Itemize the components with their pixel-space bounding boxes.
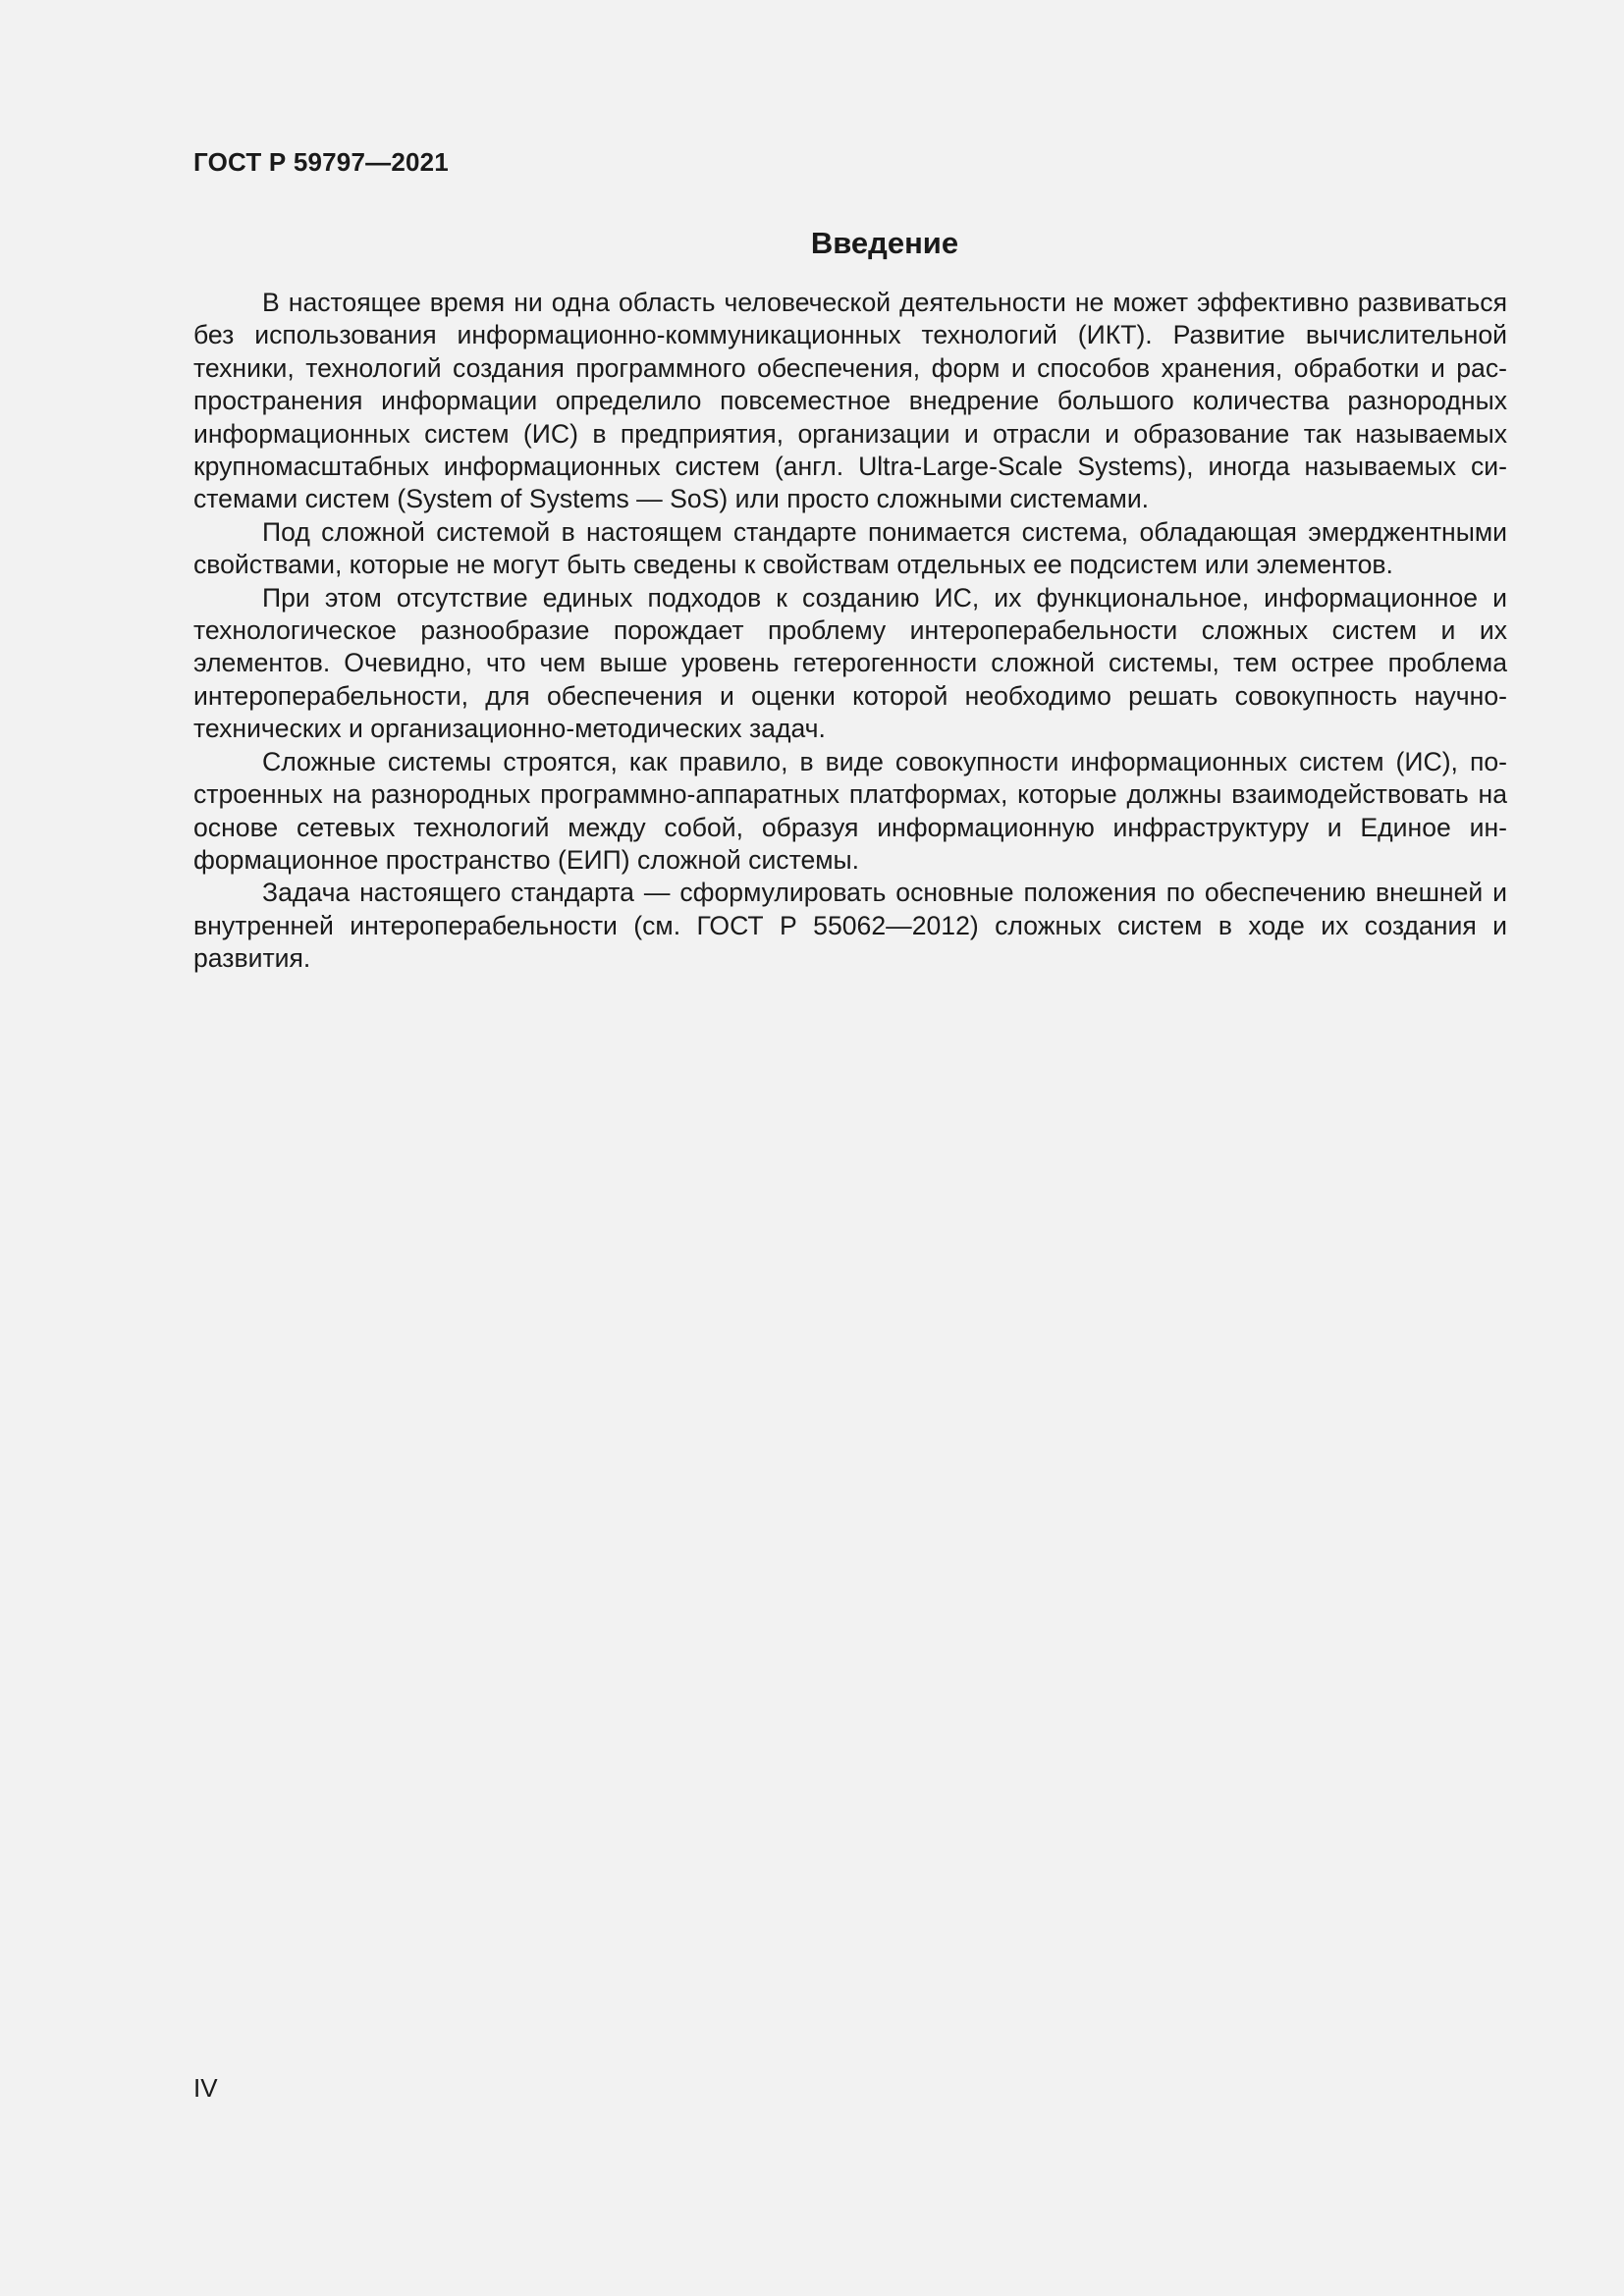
page-number: IV (193, 2073, 218, 2103)
paragraph-1: В настоящее время ни одна область человеческой деятельности не может эффективно развиваться без использования информационно-коммуникационных технологий (ИКТ). Развитие вычислительной техники, технологий создания программного обеспечения, форм и способов хранения, обработки и распространения информации определило повсеместное внедрение большого количества разнородных информационных систем (ИС) в предприятия, организации и отрасли и образование так называемых крупномасштабных информационных систем (англ. Ultra-Large-Scale Systems), иногда называемых системами систем (System of Systems — SoS) или просто сложными системами. (193, 288, 1507, 514)
paragraph-5: Задача настоящего стандарта — сформулировать основные положения по обеспечению внешней и внутренней интероперабельности (см. ГОСТ Р 55062—2012) сложных систем в ходе их создания и развития. (193, 878, 1507, 974)
section-title: Введение (810, 226, 959, 260)
standard-id-header: ГОСТ Р 59797—2021 (193, 147, 449, 177)
introduction-section (193, 222, 1507, 976)
paragraph-4: Сложные системы строятся, как правило, в виде совокупности информационных систем (ИС), построенных на разнородных программно-аппаратных платформах, которые должны взаимодействовать на основе сетевых технологий между собой, образуя информационную инфраструктуру и Единое информационное пространство (ЕИП) сложной системы. (193, 746, 1507, 875)
paragraph-2: Под сложной системой в настоящем стандарте понимается система, обладающая эмерджентными свойствами, которые не могут быть сведены к свойствам отдельных ее подсистем или элементов. (193, 516, 1507, 580)
paragraph-3: При этом отсутствие единых подходов к созданию ИС, их функциональное, информационное и технологическое разнообразие порождает проблему интероперабельности сложных систем и их элементов. Очевидно, что чем выше уровень гетерогенности сложной системы, тем острее проблема интероперабельности, для обеспечения и оценки которой необходимо решать совокупность научно-технических и организационно-методических задач. (193, 582, 1507, 744)
